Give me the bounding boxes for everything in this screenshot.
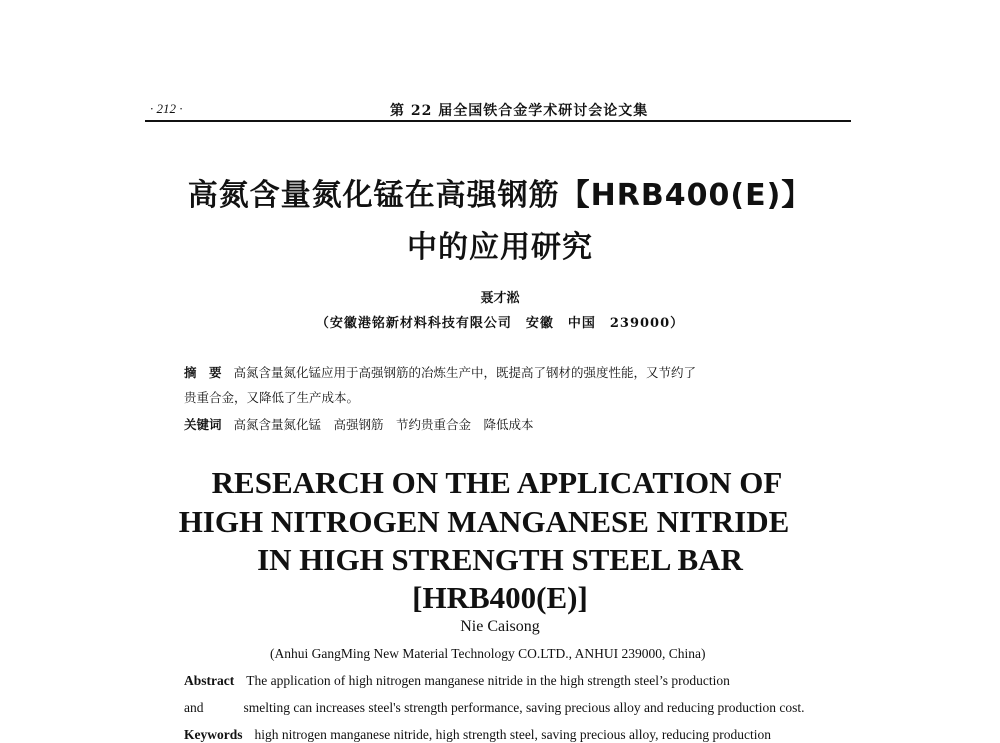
english-title-line2: HIGH NITROGEN MANGANESE NITRIDE (178, 504, 790, 539)
chinese-title-line1: 高氮含量氮化锰在高强钢筋【HRB400(E)】 (187, 178, 813, 213)
english-abstract-line2 (184, 700, 805, 716)
chinese-keywords (184, 415, 534, 433)
english-abstract-line2-rest: smelting can increases steel's strength performance, saving precious alloy and reducing production cost. (243, 700, 805, 715)
chinese-abstract-text: 高氮含量氮化锰应用于高强钢筋的冶炼生产中，既提高了钢材的强度性能，又节约了 (233, 365, 697, 380)
english-abstract-label: Abstract (184, 673, 235, 688)
chinese-author: 聂才淞 (480, 291, 520, 306)
english-abstract-text: The application of high nitrogen manganese nitride in the high strength steel’s production (246, 673, 730, 688)
chinese-abstract-line1 (184, 363, 696, 381)
english-keywords (184, 727, 771, 743)
running-header-title: 第 22 届全国铁合金学术研讨会论文集 (390, 103, 649, 119)
page-number: · 212 · (150, 101, 183, 116)
header-rule (145, 120, 851, 122)
chinese-affiliation: （安徽港铭新材料科技有限公司 安徽 中国 239000） (315, 316, 685, 331)
chinese-keywords-text: 高氮含量氮化锰 高强钢筋 节约贵重合金 降低成本 (233, 417, 534, 432)
english-affiliation: (Anhui GangMing New Material Technology CO.LTD., ANHUI 239000, China) (270, 646, 706, 661)
english-keywords-text: high nitrogen manganese nitride, high strength steel, saving precious alloy, reducing production (254, 727, 772, 742)
english-title-line4: [HRB400(E)] (412, 580, 588, 615)
chinese-keywords-label: 关键词 (184, 417, 222, 432)
english-author: Nie Caisong (460, 618, 540, 635)
chinese-abstract-line2: 贵重合金，又降低了生产成本。 (184, 390, 360, 405)
english-abstract-line2-start: and (184, 700, 204, 715)
english-abstract-line1 (184, 673, 730, 689)
chinese-abstract-label: 摘 要 (184, 365, 222, 380)
english-keywords-label: Keywords (184, 727, 243, 742)
chinese-title-line2: 中的应用研究 (407, 230, 593, 265)
english-title-line3: IN HIGH STRENGTH STEEL BAR (257, 542, 743, 577)
english-title-line1: RESEARCH ON THE APPLICATION OF (211, 465, 783, 500)
